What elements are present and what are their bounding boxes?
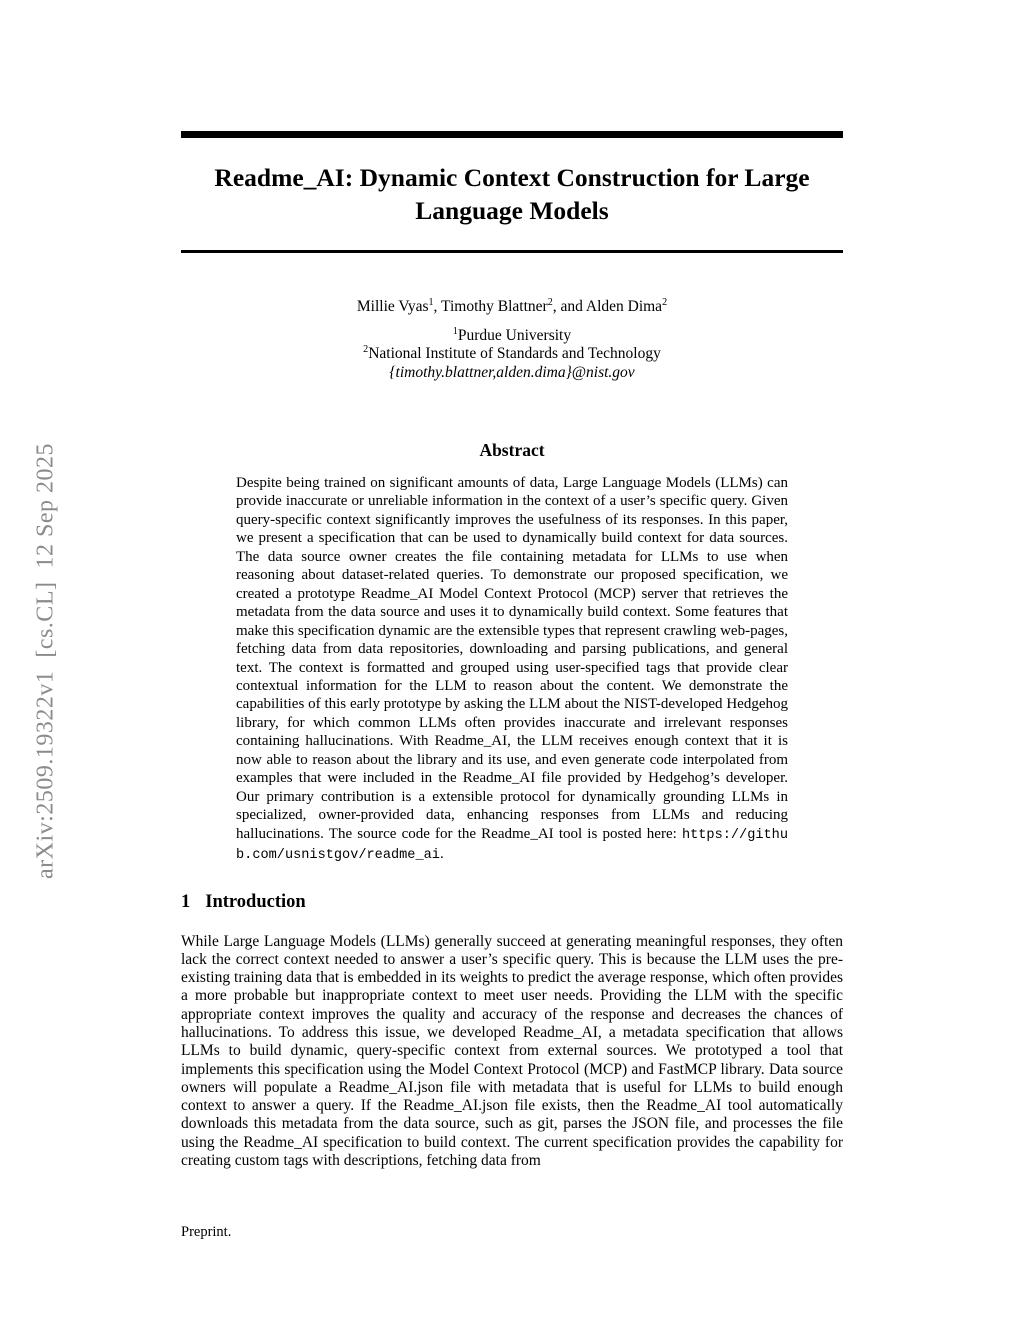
author-affiliation-mark: 2 bbox=[547, 296, 553, 308]
affiliation-name: Purdue University bbox=[457, 326, 572, 344]
section-title: Introduction bbox=[205, 891, 306, 912]
affiliations-block bbox=[181, 327, 843, 383]
section-number: 1 bbox=[181, 891, 191, 912]
preprint-footer: Preprint. bbox=[181, 1224, 232, 1240]
author-separator: , bbox=[433, 297, 442, 315]
source-code-url[interactable]: https://github.com/usnistgov/readme_ai bbox=[236, 827, 788, 864]
title-rule-top bbox=[181, 131, 843, 138]
author-name: Millie Vyas bbox=[356, 297, 429, 315]
abstract-url-suffix: . bbox=[439, 846, 444, 863]
abstract-text bbox=[236, 474, 788, 866]
author-name: Alden Dima bbox=[585, 297, 663, 315]
paper-title: Readme_AI: Dynamic Context Construction for Large Language Models bbox=[214, 163, 810, 225]
author-affiliation-mark: 2 bbox=[662, 296, 668, 308]
author-email: {timothy.blattner,alden.dima}@nist.gov bbox=[389, 363, 635, 381]
affiliation-name: National Institute of Standards and Technology bbox=[368, 345, 661, 362]
affiliation bbox=[181, 327, 843, 346]
author-line bbox=[181, 297, 843, 316]
author-name: Timothy Blattner bbox=[441, 297, 548, 315]
affiliation-mark: 1 bbox=[452, 325, 458, 337]
author-separator: , and bbox=[552, 297, 586, 315]
paper-content bbox=[181, 131, 843, 1170]
author-affiliation-mark: 1 bbox=[428, 296, 434, 308]
title-rule-bottom bbox=[181, 250, 843, 253]
affiliation-mark: 2 bbox=[363, 343, 369, 355]
arxiv-watermark: arXiv:2509.19322v1 [cs.CL] 12 Sep 2025 bbox=[32, 443, 59, 879]
abstract-body-text: Despite being trained on significant amounts of data, Large Language Models (LLMs) can provide inaccurate or unreliable information in the context of a user’s specific query. Given query-specific context significantly improves the usefulness of its responses. In this paper, we present a specification that can be used to dynamically build context for data sources. The data source owner creates the file containing metadata for LLMs to use when reasoning about dataset-related queries. To demonstrate our proposed specification, we created a prototype Readme_AI Model Context Protocol (MCP) server that retrieves the metadata from the data source and uses it to dynamically build context. Some features that make this specification dynamic are the extensible types that represent crawling web-pages, fetching data from data repositories, downloading and parsing publications, and general text. The context is formatted and grouped using user-specified tags that provide clear contextual information for the LLM to reason about the content. We demonstrate the capabilities of this early prototype by asking the LLM about the NIST-developed Hedgehog library, for which common LLMs often provides inaccurate and irrelevant responses containing hallucinations. With Readme_AI, the LLM receives enough context that it is now able to reason about the library and its use, and even generate code interpolated from examples that were included in the Readme_AI file provided by Hedgehog’s developer. Our primary contribution is a extensible protocol for dynamically grounding LLMs in specialized, owner-provided data, enhancing responses from LLMs and reducing hallucinations. The source code for the Readme_AI tool is posted here: bbox=[236, 475, 788, 842]
introduction-paragraph: While Large Language Models (LLMs) generally succeed at generating meaningful responses, they often lack the correct context needed to answer a user’s specific query. This is because the LLM uses the pre-existing training data that is embedded in its weights to predict the average response, which often provides a more probable but inappropriate context to meet user needs. Providing the LLM with the specific appropriate context improves the quality and accuracy of the response and decreases the chances of hallucinations. To address this issue, we developed Readme_AI, a metadata specification that allows LLMs to build dynamic, query-specific context from external sources. We prototyped a tool that implements this specification using the Model Context Protocol (MCP) and FastMCP library. Data source owners will populate a Readme_AI.json file with metadata that is useful for LLMs to build enough context to answer a query. If the Readme_AI.json file exists, then the Readme_AI tool automatically downloads this metadata from the data source, such as git, parses the JSON file, and processes the file using the Readme_AI specification to build context. The current specification provides the capability for creating custom tags with descriptions, fetching data from bbox=[181, 932, 843, 1170]
abstract-heading: Abstract bbox=[479, 440, 545, 460]
section-heading-introduction bbox=[181, 892, 843, 913]
affiliation bbox=[181, 345, 843, 364]
